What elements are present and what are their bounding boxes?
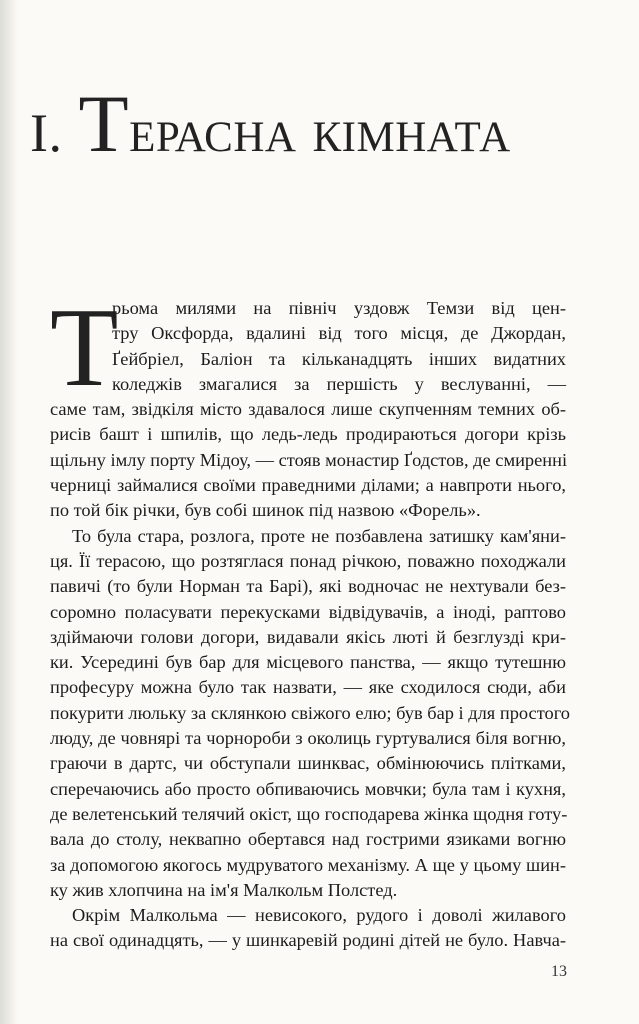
text-line: ця. Її терасою, що розтяглася понад річкою, поважно походжали: [50, 550, 566, 571]
text-line: щільну імлу порту Мідоу, — стояв монастир Ґодстов, де смиренні: [50, 449, 568, 470]
text-line: вала до столу, неквапно обертався над гострими язиками вогню: [50, 829, 566, 850]
text-line: коледжів змагалися за першість у веслуванні, —: [112, 373, 566, 394]
text-line: де велетенський телячий окіст, що господарева жінка щодня готу-: [50, 803, 568, 824]
page-gutter-shadow: [0, 0, 18, 1024]
text-line: люду, де човнярі та чорнороби з околиць гуртувалися біля вогню,: [50, 728, 566, 749]
chapter-title-rest: ерасна кімната: [129, 97, 511, 165]
chapter-number: I.: [30, 103, 63, 163]
paragraph-1: [50, 286, 568, 524]
text-line: Окрім Малкольма — невисокого, рудого і доволі жилавого: [72, 905, 566, 926]
text-line: покурити люльку за склянкою свіжого елю; був бар і для простого: [50, 702, 570, 723]
text-line: професуру можна було так назвати, — яке сходилося сюди, аби: [50, 677, 566, 698]
text-line: на свої одинадцять, — у шинкаревій родині дітей не було. Навча-: [50, 930, 566, 951]
text-line: черниці займалися своїми праведними ділами; а навпроти нього,: [50, 475, 566, 496]
text-line: рьома милями на північ уздовж Темзи від цен-: [112, 298, 566, 318]
text-line: павичі (то були Норман та Барі), які водночас не нехтували без-: [50, 576, 566, 597]
text-line: Ґейбріел, Баліон та кільканадцять інших видатних: [112, 348, 566, 369]
text-line: сперечаючись або просто обпиваючись мовчки; була там і кухня,: [50, 778, 566, 799]
drop-cap-letter: Т: [50, 286, 119, 410]
body-text: [50, 286, 570, 954]
text-line: за допомогою якогось мудруватого механізму. А ще у цьому шин-: [50, 854, 566, 875]
text-line: тру Оксфорда, вдалині від того місця, де Джордан,: [112, 323, 566, 344]
text-line: рисів башт і шпилів, що ледь-ледь продираються догори крізь: [50, 424, 566, 445]
chapter-title: [30, 78, 620, 173]
page-number: 13: [551, 963, 567, 980]
text-line: саме там, звідкіля місто здавалося лише скупченням темних об-: [50, 399, 566, 420]
text-line: по той бік річки, був собі шинок під назвою «Форель».: [50, 500, 481, 521]
text-line: здіймаючи голови догори, видавали якісь люті й безглузді кри-: [50, 626, 566, 647]
text-line: граючи в дартс, чи обступали шинквас, обмінюючись плітками,: [50, 753, 566, 774]
text-line: ку жив хлопчина на ім'я Малкольм Полстед.: [50, 879, 398, 900]
paragraph-3: [50, 903, 566, 954]
text-line: соромно поласувати перекусками відвідувачів, а іноді, раптово: [50, 601, 566, 622]
chapter-title-initial: Т: [78, 78, 130, 169]
text-line: ки. Усередині був бар для місцевого панства, — якщо тутешню: [50, 652, 566, 673]
paragraph-2: [50, 524, 570, 903]
text-line: То була стара, розлога, проте не позбавлена затишку кам'яни-: [72, 525, 566, 546]
